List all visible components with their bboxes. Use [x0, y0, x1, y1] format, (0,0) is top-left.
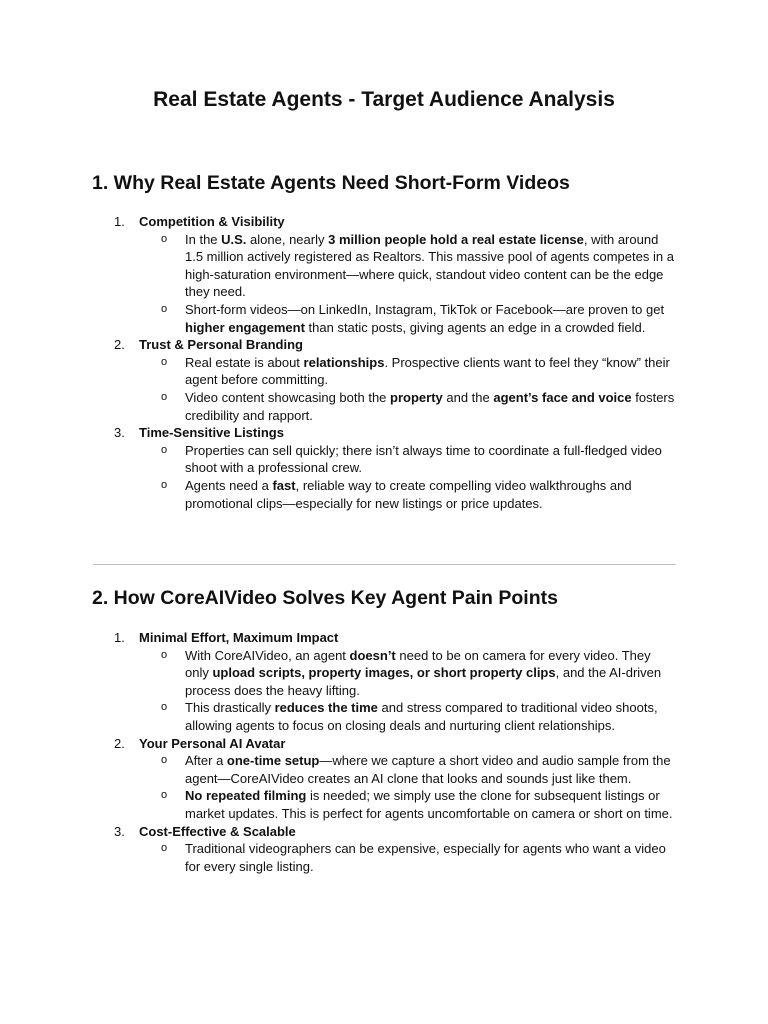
list-item-label: Your Personal AI Avatar — [139, 735, 286, 751]
section-2-heading: 2. How CoreAIVideo Solves Key Agent Pain Points — [92, 587, 558, 609]
sub-list-text — [185, 477, 677, 512]
bullet-circle-icon: o — [161, 390, 168, 403]
bold-text: property — [390, 389, 443, 405]
bullet-circle-icon: o — [161, 701, 168, 714]
list-item-number: 1. — [114, 214, 125, 229]
list-item — [0, 213, 768, 336]
text-run: fosters credibility and rapport. — [185, 389, 675, 423]
list-item — [0, 629, 768, 735]
sub-list-item — [0, 231, 768, 301]
sub-list-item — [0, 840, 768, 875]
list-item — [0, 735, 768, 823]
sub-list-text — [185, 647, 677, 700]
bullet-circle-icon: o — [161, 754, 168, 767]
list-item-label: Cost-Effective & Scalable — [139, 823, 296, 839]
sub-list-text — [185, 354, 677, 389]
text-run: Agents need a — [185, 477, 273, 493]
bold-text: U.S. — [221, 231, 247, 247]
sub-list-text — [185, 301, 677, 336]
text-run: , reliable way to create compelling video walkthroughs and promotional clips—especially for new listings or price updates. — [185, 477, 632, 511]
sub-list-item — [0, 647, 768, 700]
section-2-list — [0, 629, 768, 875]
text-run: After a — [185, 753, 227, 769]
bold-text: one-time setup — [226, 753, 320, 769]
bold-text: fast — [272, 477, 296, 493]
sub-list-text — [185, 231, 677, 301]
list-item — [0, 823, 768, 876]
sub-list-text — [185, 840, 677, 875]
bullet-circle-icon: o — [161, 302, 168, 315]
text-run: —where we capture a short video and audio sample from the agent—CoreAIVideo creates an AI clone that looks and sounds just like them. — [185, 753, 671, 786]
list-item-label: Trust & Personal Branding — [139, 337, 303, 353]
sub-list-text — [185, 442, 677, 477]
bullet-circle-icon: o — [161, 789, 168, 802]
sub-list-item — [0, 354, 768, 389]
bold-text: reduces the time — [274, 700, 378, 716]
bold-text: upload scripts, property images, or short property clips — [212, 665, 556, 681]
text-run: This drastically — [185, 700, 275, 716]
sub-list-text — [185, 389, 677, 424]
text-run: , with around 1.5 million actively registered as Realtors. This massive pool of agents competes in a high-saturation environment—where quick, standout video content can be the edge they need. — [185, 231, 674, 300]
list-item-label: Minimal Effort, Maximum Impact — [139, 630, 339, 645]
bold-text: No repeated filming — [185, 788, 307, 804]
text-run: and stress compared to traditional video shoots, allowing agents to focus on closing deals and nurturing client relationships. — [185, 700, 658, 733]
sub-list-item — [0, 752, 768, 787]
list-item-number: 3. — [114, 823, 125, 839]
text-run: With CoreAIVideo, an agent — [185, 647, 350, 663]
list-item-number: 1. — [114, 630, 125, 645]
bullet-circle-icon: o — [161, 842, 168, 855]
sub-list-text — [185, 699, 677, 734]
bold-text: 3 million people hold a real estate license — [328, 231, 584, 247]
page-title: Real Estate Agents - Target Audience Analysis — [153, 88, 615, 111]
sub-list-item — [0, 477, 768, 512]
bold-text: higher engagement — [185, 319, 305, 335]
bullet-circle-icon: o — [161, 443, 168, 456]
sub-list-item — [0, 699, 768, 734]
text-run: and the — [442, 389, 494, 405]
list-item — [0, 336, 768, 424]
list-item-label: Time-Sensitive Listings — [139, 425, 284, 441]
section-1-heading: 1. Why Real Estate Agents Need Short-Form Videos — [92, 172, 570, 194]
text-run: Properties can sell quickly; there isn’t always time to coordinate a full-fledged video shoot with a professional crew. — [185, 442, 662, 476]
sub-list-item — [0, 787, 768, 822]
list-item-number: 2. — [114, 735, 125, 751]
bold-text: doesn’t — [349, 647, 396, 663]
text-run: than static posts, giving agents an edge in a crowded field. — [304, 319, 646, 335]
bullet-circle-icon: o — [161, 478, 168, 491]
sub-list-text — [185, 752, 677, 787]
text-run: Short-form videos—on LinkedIn, Instagram, TikTok or Facebook—are proven to get — [185, 301, 665, 317]
list-item-number: 2. — [114, 337, 125, 353]
text-run: is needed; we simply use the clone for subsequent listings or market updates. This is perfect for agents uncomfortable on camera or short on time. — [185, 788, 673, 821]
bullet-circle-icon: o — [161, 355, 168, 368]
text-run: need to be on camera for every video. They only — [185, 647, 651, 681]
list-item-label: Competition & Visibility — [139, 214, 285, 229]
sub-list-item — [0, 389, 768, 424]
text-run: , and the AI-driven process does the heavy lifting. — [185, 665, 662, 698]
bullet-circle-icon: o — [161, 648, 168, 661]
section-divider — [93, 564, 676, 565]
bullet-circle-icon: o — [161, 232, 168, 245]
sub-list-item — [0, 301, 768, 336]
text-run: Real estate is about — [185, 354, 304, 370]
list-item-number: 3. — [114, 425, 125, 441]
text-run: alone, nearly — [246, 231, 329, 247]
text-run: In the — [185, 231, 222, 247]
sub-list-text — [185, 787, 677, 822]
list-item — [0, 424, 768, 512]
sub-list-item — [0, 442, 768, 477]
section-1-list — [0, 213, 768, 512]
text-run: . Prospective clients want to feel they “know” their agent before committing. — [185, 354, 670, 388]
text-run: Video content showcasing both the — [185, 389, 391, 405]
bold-text: agent’s face and voice — [493, 389, 632, 405]
text-run: Traditional videographers can be expensive, especially for agents who want a video for every single listing. — [185, 841, 666, 874]
bold-text: relationships — [303, 354, 385, 370]
